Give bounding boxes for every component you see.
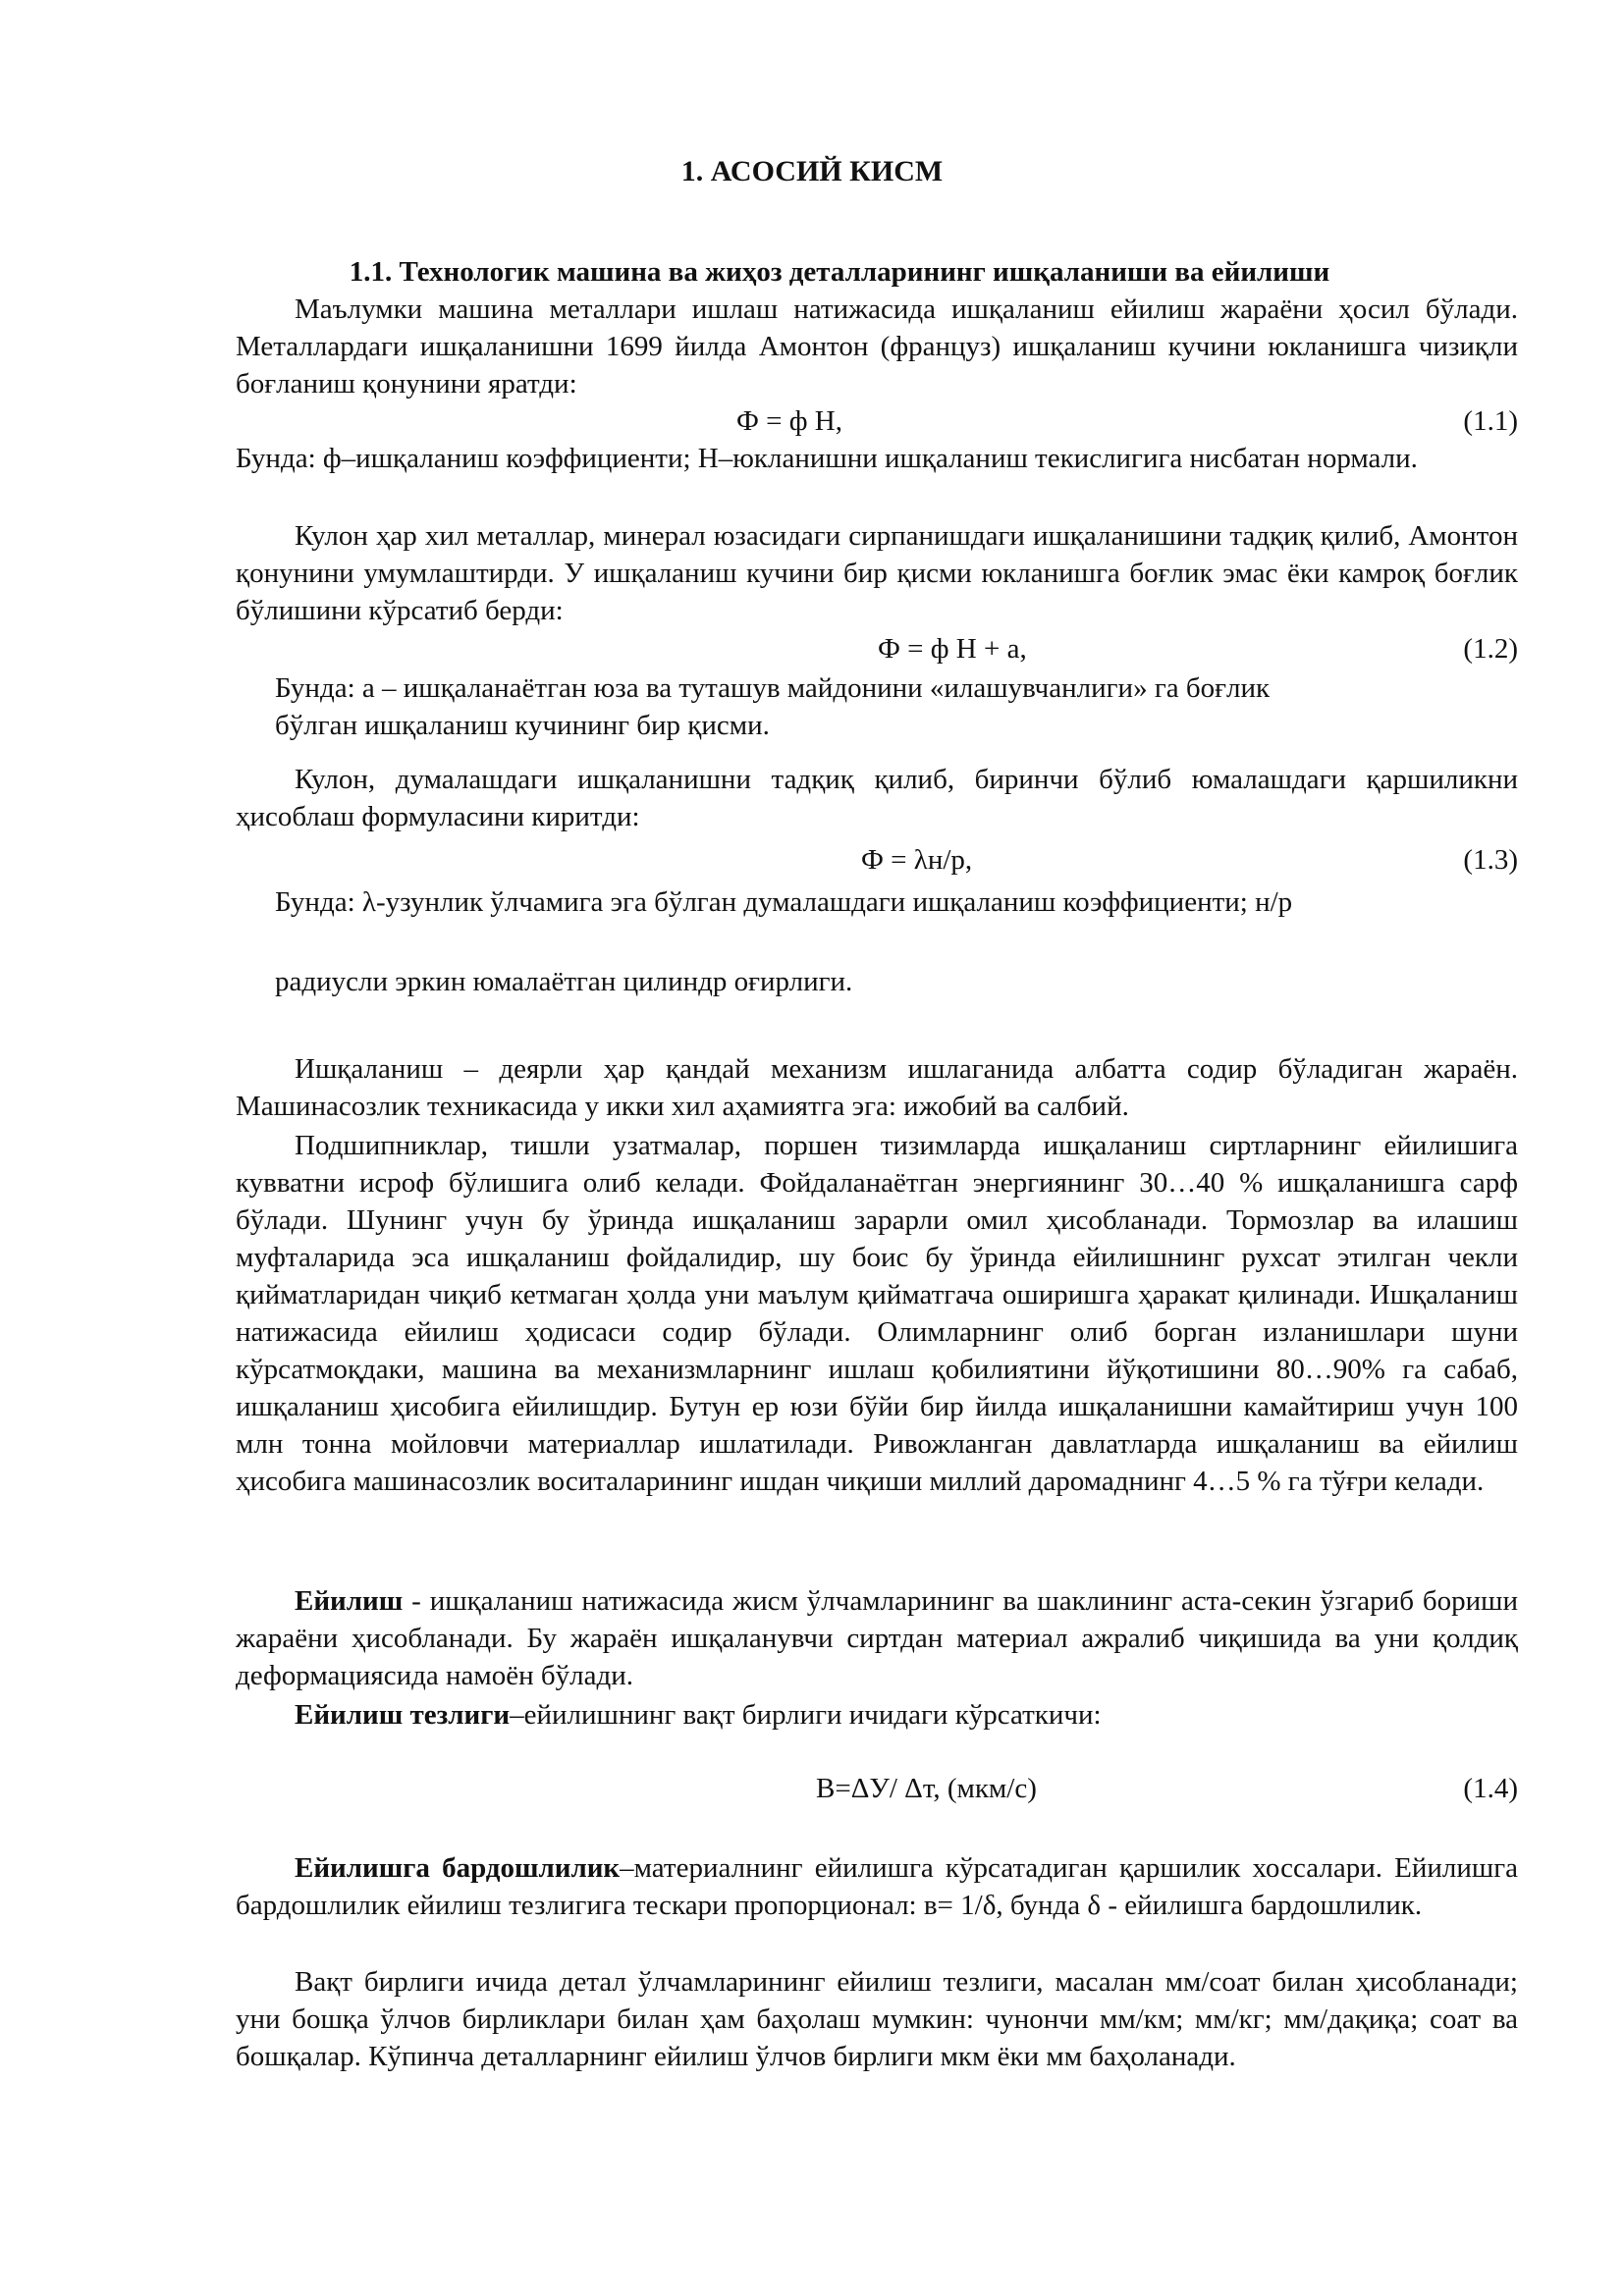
section-title: 1.1. Технологик машина ва жиҳоз деталларининг ишқаланиши ва ейилиши (349, 256, 1330, 288)
paragraph-2 (236, 440, 1518, 477)
equation-number: (1.1) (1463, 405, 1518, 437)
chapter-title: 1. АСОСИЙ КИСМ (680, 155, 944, 187)
paragraph-10 (236, 1963, 1518, 2075)
note-3-line-1: Бунда: λ-узунлик ўлчамига эга бўлган думалашдаги ишқаланиш коэффициенти; н/р (275, 886, 1293, 918)
equation-formula: Ф = λн/р, (861, 844, 973, 876)
paragraph-8-text: –ейилишнинг вақт бирлиги ичидаги кўрсаткичи: (510, 1699, 1102, 1731)
paragraph-3 (236, 517, 1518, 629)
note-2-line-1: Бунда: а – ишқаланаётган юза ва туташув майдонини «илашувчанлиги» га боғлик (275, 672, 1271, 704)
note-3-line-2-wrap (275, 963, 1453, 1000)
equation-formula: Ф = ф Н, (736, 405, 842, 437)
paragraph-3-text: Кулон ҳар хил металлар, минерал юзасидаги сирпанишдаги ишқаланишини тадқиқ қилиб, Амонтон қонунини умумлаштирди. У ишқаланиш кучини бир қисми юкланишга боғлик эмас ёки камроқ боғлик бўлишини кўрсатиб берди: (236, 520, 1518, 626)
equation-1-2 (236, 630, 1518, 667)
term-eyilish: Ейилиш (295, 1585, 404, 1617)
paragraph-10-text: Вақт бирлиги ичида детал ўлчамларининг ейилиш тезлиги, масалан мм/соат билан ҳисобланади; уни бошқа ўлчов бирликлари билан ҳам баҳолаш мумкин: чунончи мм/км; мм/кг; мм/дақиқа; соат ва бошқалар. Кўпинча деталларнинг ейилиш ўлчов бирлиги мкм ёки мм баҳоланади. (236, 1966, 1518, 2072)
equation-number: (1.4) (1463, 1773, 1518, 1804)
equation-1-4 (236, 1770, 1518, 1807)
equation-1-1 (236, 402, 1518, 440)
paragraph-9 (236, 1849, 1518, 1924)
paragraph-5-text: Ишқаланиш – деярли ҳар қандай механизм ишлаганида албатта содир бўладиган жараён. Машинасозлик техникасида у икки хил аҳамиятга эга: ижобий ва салбий. (236, 1053, 1518, 1122)
paragraph-5 (236, 1050, 1518, 1125)
paragraph-6 (236, 1127, 1518, 1500)
equation-1-3 (236, 841, 1518, 879)
equation-number: (1.2) (1463, 633, 1518, 665)
note-2-line-2: бўлган ишқаланиш кучининг бир қисми. (275, 710, 770, 741)
paragraph-8 (236, 1696, 1518, 1734)
paragraph-7 (236, 1582, 1518, 1694)
paragraph-4-text: Кулон, думалашдаги ишқаланишни тадқиқ қилиб, биринчи бўлиб юмалашдаги қаршиликни ҳисоблаш формуласини киритди: (236, 764, 1518, 832)
term-eyilishga-bardoshlilik: Ейилишга бардошлилик (295, 1852, 621, 1884)
paragraph-2-text: Бунда: ф–ишқаланиш коэффициенти; Н–юкланишни ишқаланиш текислигига нисбатан нормали. (236, 443, 1418, 474)
paragraph-6-text: Подшипниклар, тишли узатмалар, поршен тизимларда ишқаланиш сиртларнинг ейилишига кувватни исроф бўлишига олиб келади. Фойдаланаётган энергиянинг 30…40 % ишқаланишга сарф бўлади. Шунинг учун бу ўринда ишқаланиш зарарли омил ҳисобланади. Тормозлар ва илашиш муфталарида эса ишқаланиш фойдалидир, шу боис бу ўринда ейилишнинг рухсат этилган чекли қийматларидан чиқиб кетмаган ҳолда уни маълум қийматгача оширишга ҳаракат қилинади. Ишқаланиш натижасида ейилиш ҳодисаси содир бўлади. Олимларнинг олиб борган изланишлари шуни кўрсатмоқдаки, машина ва механизмларнинг ишлаш қобилиятини йўқотишини 80…90% га сабаб, ишқаланиш ҳисобига ейилишдир. Бутун ер юзи бўйи бир йилда ишқаланишни камайтириш учун 100 млн тонна мойловчи материаллар ишлатилади. Ривожланган давлатларда ишқаланиш ва ейилиш ҳисобига машинасозлик воситаларининг ишдан чиқиши миллий даромаднинг 4…5 % га тўғри келади. (236, 1130, 1518, 1497)
equation-number: (1.3) (1463, 844, 1518, 876)
paragraph-9-text: –материалнинг ейилишга кўрсатадиган қаршилик хоссалари. Ейилишга бардошлилик ейилиш тезлигига тескари пропорционал: в= 1/δ, бунда δ - ейилишга бардошлилик. (236, 1852, 1518, 1921)
equation-formula: В=ΔУ/ Δт, (мкм/с) (816, 1773, 1037, 1804)
note-3-line-2: радиусли эркин юмалаётган цилиндр оғирлиги. (275, 966, 853, 997)
paragraph-4 (236, 761, 1518, 835)
paragraph-7-text: - ишқаланиш натижасида жисм ўлчамларининг ва шаклининг аста-секин ўзгариб бориши жараёни ҳисобланади. Бу жараён ишқаланувчи сиртдан материал ажралиб чиқишида ва уни қолдиқ деформациясида намоён бўлади. (236, 1585, 1518, 1691)
note-2 (275, 669, 1453, 744)
paragraph-1-text: Маълумки машина металлари ишлаш натижасида ишқаланиш ейилиш жараёни ҳосил бўлади. Металлардаги ишқаланишни 1699 йилда Амонтон (француз) ишқаланиш кучини юкланишга чизиқли боғланиш қонунини яратди: (236, 294, 1518, 400)
equation-formula: Ф = ф Н + а, (878, 633, 1027, 665)
paragraph-1 (236, 291, 1518, 402)
note-3-line-1-wrap (275, 883, 1453, 921)
term-eyilish-tezligi: Ейилиш тезлиги (295, 1699, 511, 1731)
